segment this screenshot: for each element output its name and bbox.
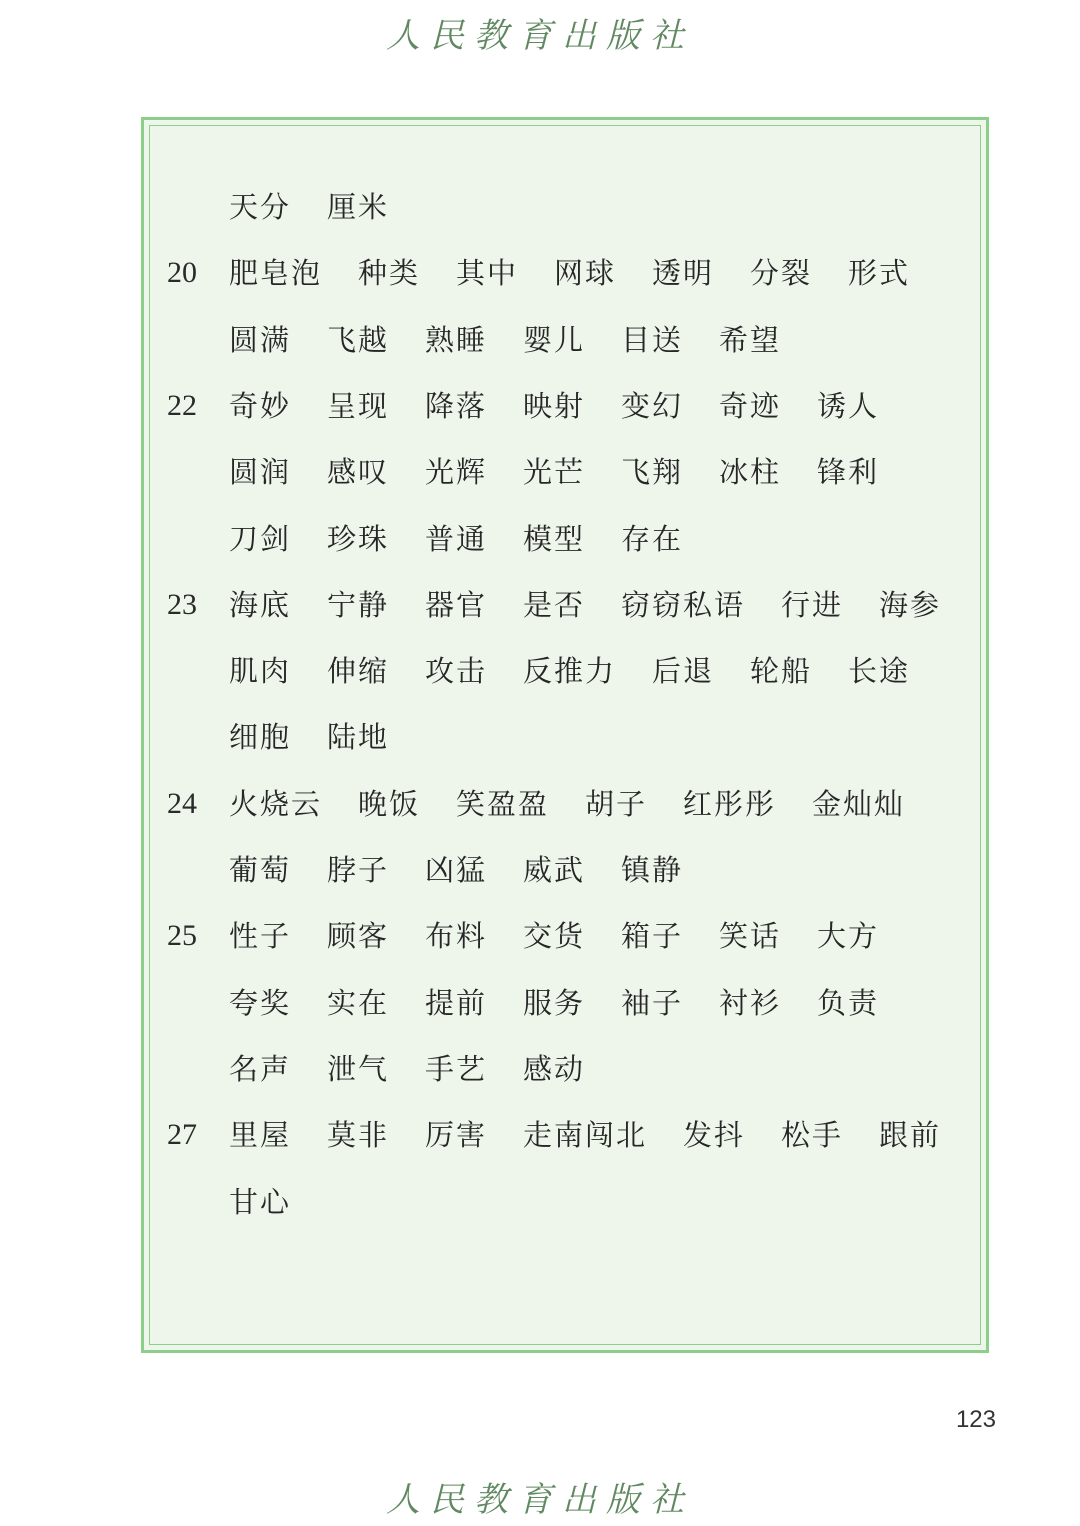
vocab-word: 攻击 — [425, 654, 488, 689]
vocab-line — [144, 381, 992, 431]
vocab-word: 厘米 — [327, 190, 390, 224]
vocab-word: 感叹 — [327, 455, 390, 490]
vocab-word: 刀剑 — [229, 521, 292, 556]
vocab-line — [144, 182, 992, 232]
vocab-word: 珍珠 — [327, 521, 390, 556]
lesson-number: 23 — [167, 587, 197, 621]
vocab-word: 透明 — [652, 256, 715, 291]
page-number: 123 — [955, 1406, 996, 1433]
vocab-word: 厉害 — [425, 1118, 488, 1153]
vocab-word: 伸缩 — [327, 654, 390, 689]
vocab-word: 火烧云 — [229, 786, 323, 821]
vocab-word: 飞越 — [327, 322, 390, 357]
vocab-word: 长途 — [848, 654, 911, 689]
vocab-word: 光芒 — [523, 455, 586, 490]
publisher-watermark-top: 人民教育出版社 — [386, 16, 694, 56]
vocab-word: 天分 — [229, 190, 292, 224]
vocab-word: 脖子 — [327, 853, 390, 887]
vocab-word: 冰柱 — [719, 455, 782, 490]
vocab-word: 变幻 — [621, 388, 684, 423]
vocab-word: 模型 — [523, 521, 586, 556]
vocab-line — [144, 248, 992, 298]
vocab-word: 分裂 — [750, 256, 813, 291]
vocab-word: 性子 — [229, 919, 292, 954]
vocab-word: 形式 — [848, 256, 911, 291]
vocab-word: 衬衫 — [719, 985, 782, 1020]
vocab-word: 圆满 — [229, 322, 292, 357]
vocab-line — [144, 845, 992, 895]
lesson-number: 20 — [167, 256, 197, 290]
vocab-word: 其中 — [456, 256, 519, 291]
vocab-word: 名声 — [229, 1051, 292, 1086]
vocab-word: 肥皂泡 — [229, 256, 323, 291]
vocab-word: 里屋 — [229, 1118, 292, 1153]
vocab-word: 普通 — [425, 521, 488, 556]
vocab-word: 圆润 — [229, 455, 292, 490]
vocab-word: 呈现 — [327, 388, 390, 423]
lesson-number: 24 — [167, 786, 197, 820]
vocab-word: 是否 — [523, 587, 586, 622]
vocab-word: 手艺 — [425, 1051, 488, 1086]
vocab-word: 奇妙 — [229, 388, 292, 423]
vocab-word: 诱人 — [817, 388, 880, 423]
vocab-word: 目送 — [621, 322, 684, 357]
vocab-word: 箱子 — [621, 919, 684, 954]
vocab-line — [144, 646, 992, 696]
vocab-word: 反推力 — [523, 654, 617, 689]
vocab-word: 奇迹 — [719, 388, 782, 423]
vocab-word: 顾客 — [327, 919, 390, 954]
vocab-word: 感动 — [523, 1051, 586, 1086]
vocab-word: 红彤彤 — [683, 786, 777, 821]
vocab-word: 实在 — [327, 985, 390, 1020]
vocab-word: 莫非 — [327, 1118, 390, 1153]
vocabulary-box — [141, 117, 989, 1353]
vocab-line — [144, 315, 992, 365]
vocab-word: 后退 — [652, 654, 715, 689]
vocab-word: 种类 — [358, 256, 421, 291]
lesson-number: 25 — [167, 919, 197, 953]
vocab-word: 笑盈盈 — [456, 786, 550, 821]
lesson-number: 22 — [167, 388, 197, 422]
vocab-word: 泄气 — [327, 1051, 390, 1086]
vocab-word: 器官 — [425, 587, 488, 622]
vocab-word: 晚饭 — [358, 786, 421, 821]
vocab-word: 希望 — [719, 322, 782, 357]
vocab-word: 威武 — [523, 853, 586, 887]
vocab-word: 网球 — [554, 256, 617, 291]
vocab-word: 海参 — [879, 587, 942, 622]
vocab-word: 海底 — [229, 587, 292, 622]
vocab-word: 负责 — [817, 985, 880, 1020]
vocab-word: 笑话 — [719, 919, 782, 954]
vocab-word: 飞翔 — [621, 455, 684, 490]
vocab-line — [144, 1110, 992, 1160]
vocab-word: 松手 — [781, 1118, 844, 1153]
vocab-word: 袖子 — [621, 985, 684, 1020]
vocab-line — [144, 911, 992, 961]
vocab-word: 肌肉 — [229, 654, 292, 689]
vocab-word: 大方 — [817, 919, 880, 954]
vocab-word: 甘心 — [229, 1184, 292, 1219]
vocab-word: 发抖 — [683, 1118, 746, 1153]
publisher-watermark-bottom: 人民教育出版社 — [386, 1480, 694, 1520]
vocab-word: 轮船 — [750, 654, 813, 689]
vocab-word: 提前 — [425, 985, 488, 1020]
vocab-line — [144, 447, 992, 497]
vocab-line — [144, 712, 992, 762]
vocab-word: 熟睡 — [425, 322, 488, 357]
lesson-number: 27 — [167, 1118, 197, 1152]
vocab-line — [144, 978, 992, 1028]
vocab-word: 走南闯北 — [523, 1118, 648, 1153]
vocab-word: 金灿灿 — [812, 786, 906, 821]
vocab-line — [144, 1044, 992, 1094]
vocab-line — [144, 1177, 992, 1227]
vocab-word: 跟前 — [879, 1118, 942, 1153]
vocab-word: 镇静 — [621, 853, 684, 887]
vocab-line — [144, 514, 992, 564]
vocab-word: 夸奖 — [229, 985, 292, 1020]
vocab-word: 胡子 — [585, 786, 648, 821]
vocab-line — [144, 580, 992, 630]
vocab-word: 降落 — [425, 388, 488, 423]
vocab-word: 宁静 — [327, 587, 390, 622]
vocab-word: 映射 — [523, 388, 586, 423]
vocab-word: 凶猛 — [425, 853, 488, 887]
vocab-word: 窃窃私语 — [621, 587, 746, 622]
vocab-word: 细胞 — [229, 720, 292, 755]
vocab-word: 行进 — [781, 587, 844, 622]
vocab-word: 婴儿 — [523, 322, 586, 357]
vocab-word: 服务 — [523, 985, 586, 1020]
vocab-word: 存在 — [621, 521, 684, 556]
vocab-word: 交货 — [523, 919, 586, 954]
vocab-word: 葡萄 — [229, 853, 292, 887]
vocab-word: 光辉 — [425, 455, 488, 490]
vocab-line — [144, 779, 992, 829]
vocab-word: 锋利 — [817, 455, 880, 490]
vocab-word: 布料 — [425, 919, 488, 954]
vocab-word: 陆地 — [327, 720, 390, 755]
